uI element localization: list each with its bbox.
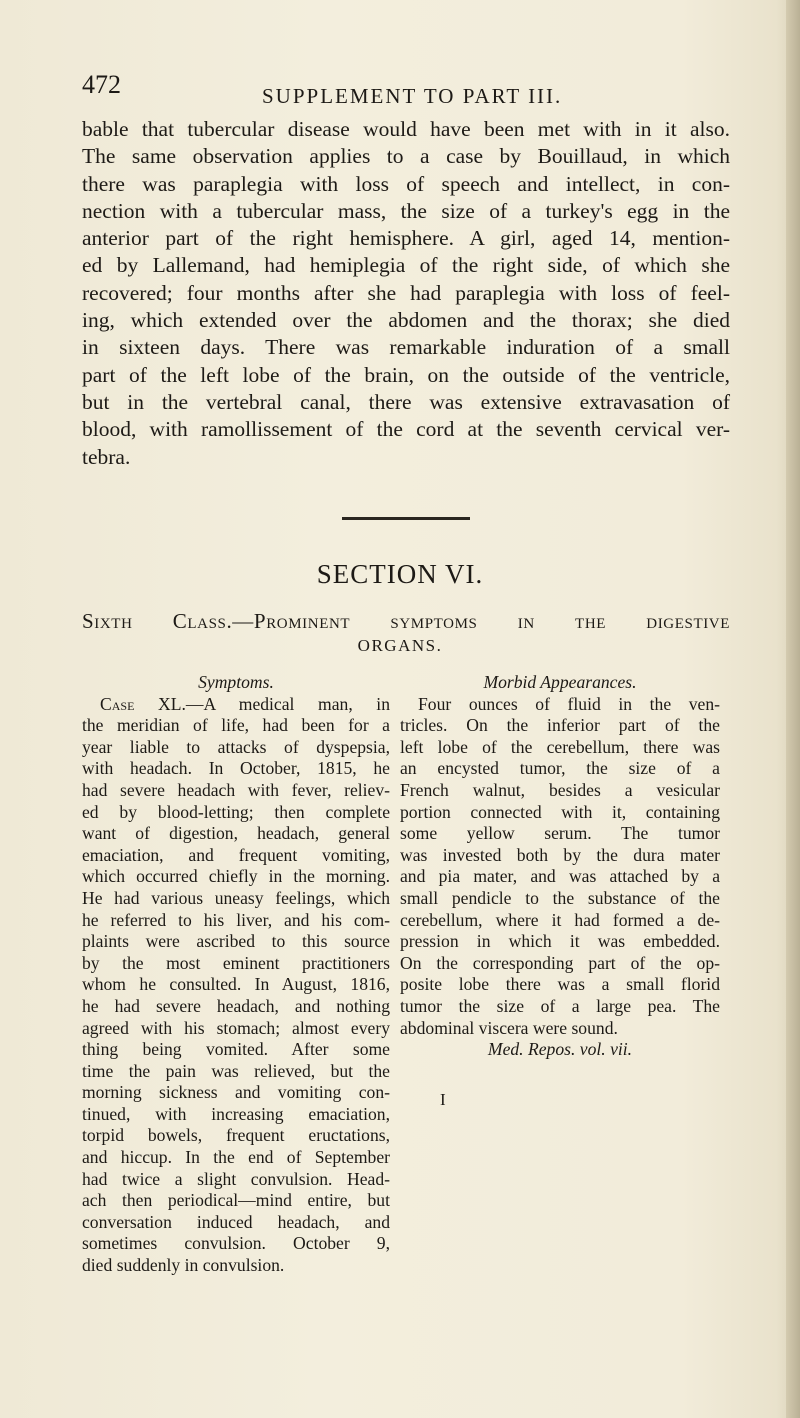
- text-line: by the most eminent practitioners: [82, 952, 390, 973]
- text-line: He had various uneasy feelings, which: [82, 887, 390, 908]
- text-line: ed by Lallemand, had hemiplegia of the right side, of which she: [82, 253, 730, 278]
- text-line: ach then periodical—mind entire, but: [82, 1190, 390, 1211]
- text-line: portion connected with it, containing: [400, 801, 720, 822]
- text-line: The same observation applies to a case by Bouillaud, in which: [82, 144, 730, 169]
- text-line: agreed with his stomach; almost every: [82, 1017, 390, 1038]
- text-line: posite lobe there was a small florid: [400, 974, 720, 995]
- text-line: tumor the size of a large pea. The: [400, 995, 720, 1016]
- text-line: pression in which it was embedded.: [400, 931, 720, 952]
- text-line: morning sickness and vomiting con-: [82, 1082, 390, 1103]
- text-line: On the corresponding part of the op-: [400, 952, 720, 973]
- text-line: nection with a tubercular mass, the size of a turkey's egg in the: [82, 198, 730, 223]
- section-title: SECTION VI.: [316, 559, 484, 589]
- text-line: Four ounces of fluid in the ven-: [418, 693, 720, 714]
- class-heading: Sixth Class.—Prominent symptoms in the digestive: [82, 609, 730, 633]
- text-line: tinued, with increasing emaciation,: [82, 1103, 390, 1124]
- text-line: abdominal viscera were sound.: [400, 1017, 618, 1038]
- text-line: some yellow serum. The tumor: [400, 823, 720, 844]
- text-line: time the pain was relieved, but the: [82, 1060, 390, 1081]
- text-line: he had severe headach, and nothing: [82, 995, 390, 1016]
- text-line: died suddenly in convulsion.: [82, 1255, 285, 1276]
- footer-mark: I: [440, 1090, 446, 1109]
- text-line: part of the left lobe of the brain, on the outside of the ventricle,: [82, 362, 730, 387]
- text-line: torpid bowels, frequent eructations,: [82, 1125, 390, 1146]
- page-edge: [786, 0, 800, 1418]
- text-line: had severe headach with fever, reliev-: [82, 779, 390, 800]
- morbid-appearances-column: [400, 672, 720, 1061]
- text-line: want of digestion, headach, general: [82, 823, 390, 844]
- text-line: plaints were ascribed to this source: [82, 931, 390, 952]
- text-line: year liable to attacks of dyspepsia,: [82, 736, 390, 757]
- text-line: an encysted tumor, the size of a: [400, 758, 720, 779]
- text-line: whom he consulted. In August, 1816,: [82, 974, 390, 995]
- text-line: thing being vomited. After some: [82, 1039, 390, 1060]
- text-line: there was paraplegia with loss of speech and intellect, in con-: [82, 171, 730, 196]
- text-line-content: —A medical man, in: [185, 693, 390, 714]
- text-line: with headach. In October, 1815, he: [82, 758, 390, 779]
- text-line: sometimes convulsion. October 9,: [82, 1233, 390, 1254]
- text-line: ing, which extended over the abdomen and the thorax; she died: [82, 308, 730, 333]
- intro-paragraph: [82, 116, 730, 471]
- text-line: blood, with ramollissement of the cord at the seventh cervical ver-: [82, 417, 730, 442]
- text-line: was invested both by the dura mater: [400, 844, 720, 865]
- page-number: 472: [82, 70, 121, 99]
- text-line: tebra.: [82, 444, 131, 469]
- text-line: the meridian of life, had been for a: [82, 715, 390, 736]
- section-divider: [342, 517, 470, 520]
- class-heading-continued: ORGANS.: [357, 636, 443, 655]
- citation: Med. Repos. vol. vii.: [487, 1039, 633, 1060]
- page-header: [82, 70, 722, 110]
- symptoms-body: [82, 694, 390, 1277]
- text-line: ed by blood-letting; then complete: [82, 801, 390, 822]
- text-line: [82, 694, 390, 716]
- text-line: emaciation, and frequent vomiting,: [82, 844, 390, 865]
- text-line: in sixteen days. There was remarkable induration of a small: [82, 335, 730, 360]
- text-line: and pia mater, and was attached by a: [400, 866, 720, 887]
- text-line: cerebellum, where it had formed a de-: [400, 909, 720, 930]
- text-line: and hiccup. In the end of September: [82, 1147, 390, 1168]
- case-label: Case XL.: [100, 693, 186, 714]
- text-line: which occurred chiefly in the morning.: [82, 866, 390, 887]
- text-line: French walnut, besides a vesicular: [400, 779, 720, 800]
- text-line: bable that tubercular disease would have been met with in it also.: [82, 117, 730, 141]
- text-line: had twice a slight convulsion. Head-: [82, 1168, 390, 1189]
- text-line: small pendicle to the substance of the: [400, 887, 720, 908]
- morbid-appearances-heading: Morbid Appearances.: [483, 672, 637, 692]
- symptoms-heading: Symptoms.: [198, 672, 274, 692]
- text-line: recovered; four months after she had paraplegia with loss of feel-: [82, 280, 730, 305]
- running-head: SUPPLEMENT TO PART III.: [262, 84, 563, 108]
- text-line: anterior part of the right hemisphere. A girl, aged 14, mention-: [82, 226, 730, 251]
- text-line: tricles. On the inferior part of the: [400, 715, 720, 736]
- morbid-appearances-body: [400, 694, 720, 1061]
- text-line: but in the vertebral canal, there was extensive extravasation of: [82, 389, 730, 414]
- text-line: left lobe of the cerebellum, there was: [400, 736, 720, 757]
- text-line: conversation induced headach, and: [82, 1211, 390, 1232]
- text-line: he referred to his liver, and his com-: [82, 909, 390, 930]
- symptoms-column: [82, 672, 390, 1277]
